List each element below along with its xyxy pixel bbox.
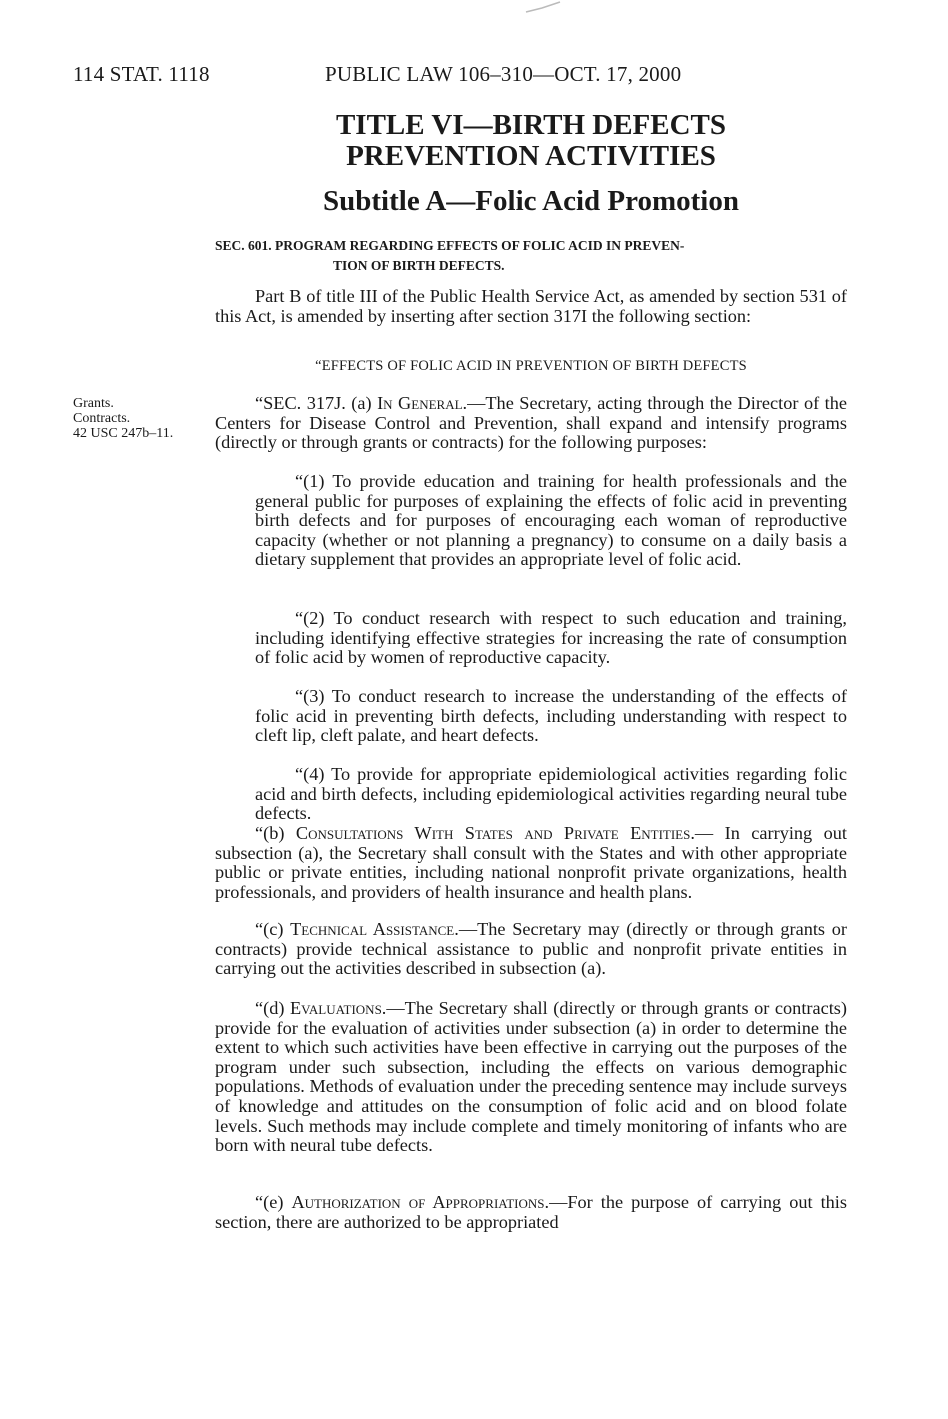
subsection-a-caption: In General. <box>377 393 468 413</box>
margin-note-grants: Grants. <box>73 396 114 411</box>
title-line-2: PREVENTION ACTIVITIES <box>346 140 716 172</box>
scan-mark <box>524 0 564 14</box>
subsection-b <box>215 824 847 902</box>
subsection-a-text: —The Secretary, acting through the Director of the Centers for Disease Control and Prevention, shall expand and intensify programs (directly or through grants or contracts) for the following purposes: <box>215 393 847 453</box>
page-citation: 114 STAT. 1118 <box>73 62 210 86</box>
subsection-d-caption: Evaluations. <box>289 998 387 1018</box>
public-law-header: PUBLIC LAW 106–310—OCT. 17, 2000 <box>325 62 682 86</box>
subsection-d-text: —The Secretary shall (directly or through grants or contracts) provide for the evaluation of activities under subsection (a) in order to determine the extent to which such activities have been effective in carrying out the purposes of the program under such subsection, including the effects on various demographic populations. Methods of evaluation under the preceding sentence may include surveys of knowledge and attitudes on the consumption of folic acid and on blood folate levels. Such methods may include complete and timely monitoring of infants who are born with neural tube defects. <box>215 998 847 1156</box>
subsection-a-lead: “SEC. 317J. (a) <box>255 393 378 413</box>
new-section-heading: “EFFECTS OF FOLIC ACID IN PREVENTION OF BIRTH DEFECTS <box>315 358 747 374</box>
margin-notes <box>73 396 173 441</box>
margin-note-contracts: Contracts. <box>73 411 131 426</box>
subsection-c <box>215 920 847 979</box>
purpose-item-4: “(4) To provide for appropriate epidemiological activities regarding folic acid and birth defects, including epidemiological activities regarding neural tube defects. <box>255 764 847 824</box>
purpose-item-2: “(2) To conduct research with respect to such education and training, including identifying effective strategies for increasing the rate of consumption of folic acid by women of reproductive capacity. <box>255 608 847 668</box>
subsection-e-caption: Authorization of Appropriations. <box>291 1192 550 1212</box>
subsection-b-caption: Consultations With States and Private Entities. <box>295 823 695 843</box>
subsection-b-lead: “(b) <box>255 823 296 843</box>
subsection-e-lead: “(e) <box>255 1192 292 1212</box>
subsection-d <box>215 999 847 1156</box>
amendment-text: Part B of title III of the Public Health Service Act, as amended by section 531 of this Act, is amended by inserting after section 317I the following section: <box>215 286 847 327</box>
subsection-c-caption: Technical Assistance. <box>290 919 459 939</box>
margin-note-usc: 42 USC 247b–11. <box>73 426 174 441</box>
purpose-item-3: “(3) To conduct research to increase the understanding of the effects of folic acid in preventing birth defects, including understanding with respect to cleft lip, cleft palate, and heart defects. <box>255 686 847 746</box>
subsection-c-text: —The Secretary may (directly or through grants or contracts) provide technical assistance to public and nonprofit private entities in carrying out the activities described in subsection (a). <box>215 919 847 979</box>
subsection-b-text: — In carrying out subsection (a), the Secretary shall consult with the States and with other appropriate public or private entities, including national nonprofit private organizations, health professionals, and providers of health insurance and health plans. <box>215 823 847 902</box>
subsection-e <box>215 1193 847 1232</box>
purpose-item-1: “(1) To provide education and training for health professionals and the general public for purposes of explaining the effects of folic acid in preventing birth defects and for purposes of encouraging each woman of reproductive capacity (whether or not planning a pregnancy) to consume on a daily basis a dietary supplement that provides an appropriate level of folic acid. <box>255 471 847 570</box>
subsection-e-text: —For the purpose of carrying out this section, there are authorized to be appropriated <box>215 1192 847 1232</box>
subtitle: Subtitle A—Folic Acid Promotion <box>323 185 739 217</box>
subsection-c-lead: “(c) <box>255 919 291 939</box>
subsection-d-lead: “(d) <box>255 998 290 1018</box>
section-heading-line-2: TION OF BIRTH DEFECTS. <box>333 258 505 273</box>
title-line-1: TITLE VI—BIRTH DEFECTS <box>335 109 727 141</box>
subsection-a <box>215 394 847 453</box>
section-heading-line-1: SEC. 601. PROGRAM REGARDING EFFECTS OF FOLIC ACID IN PREVEN- <box>215 238 685 253</box>
